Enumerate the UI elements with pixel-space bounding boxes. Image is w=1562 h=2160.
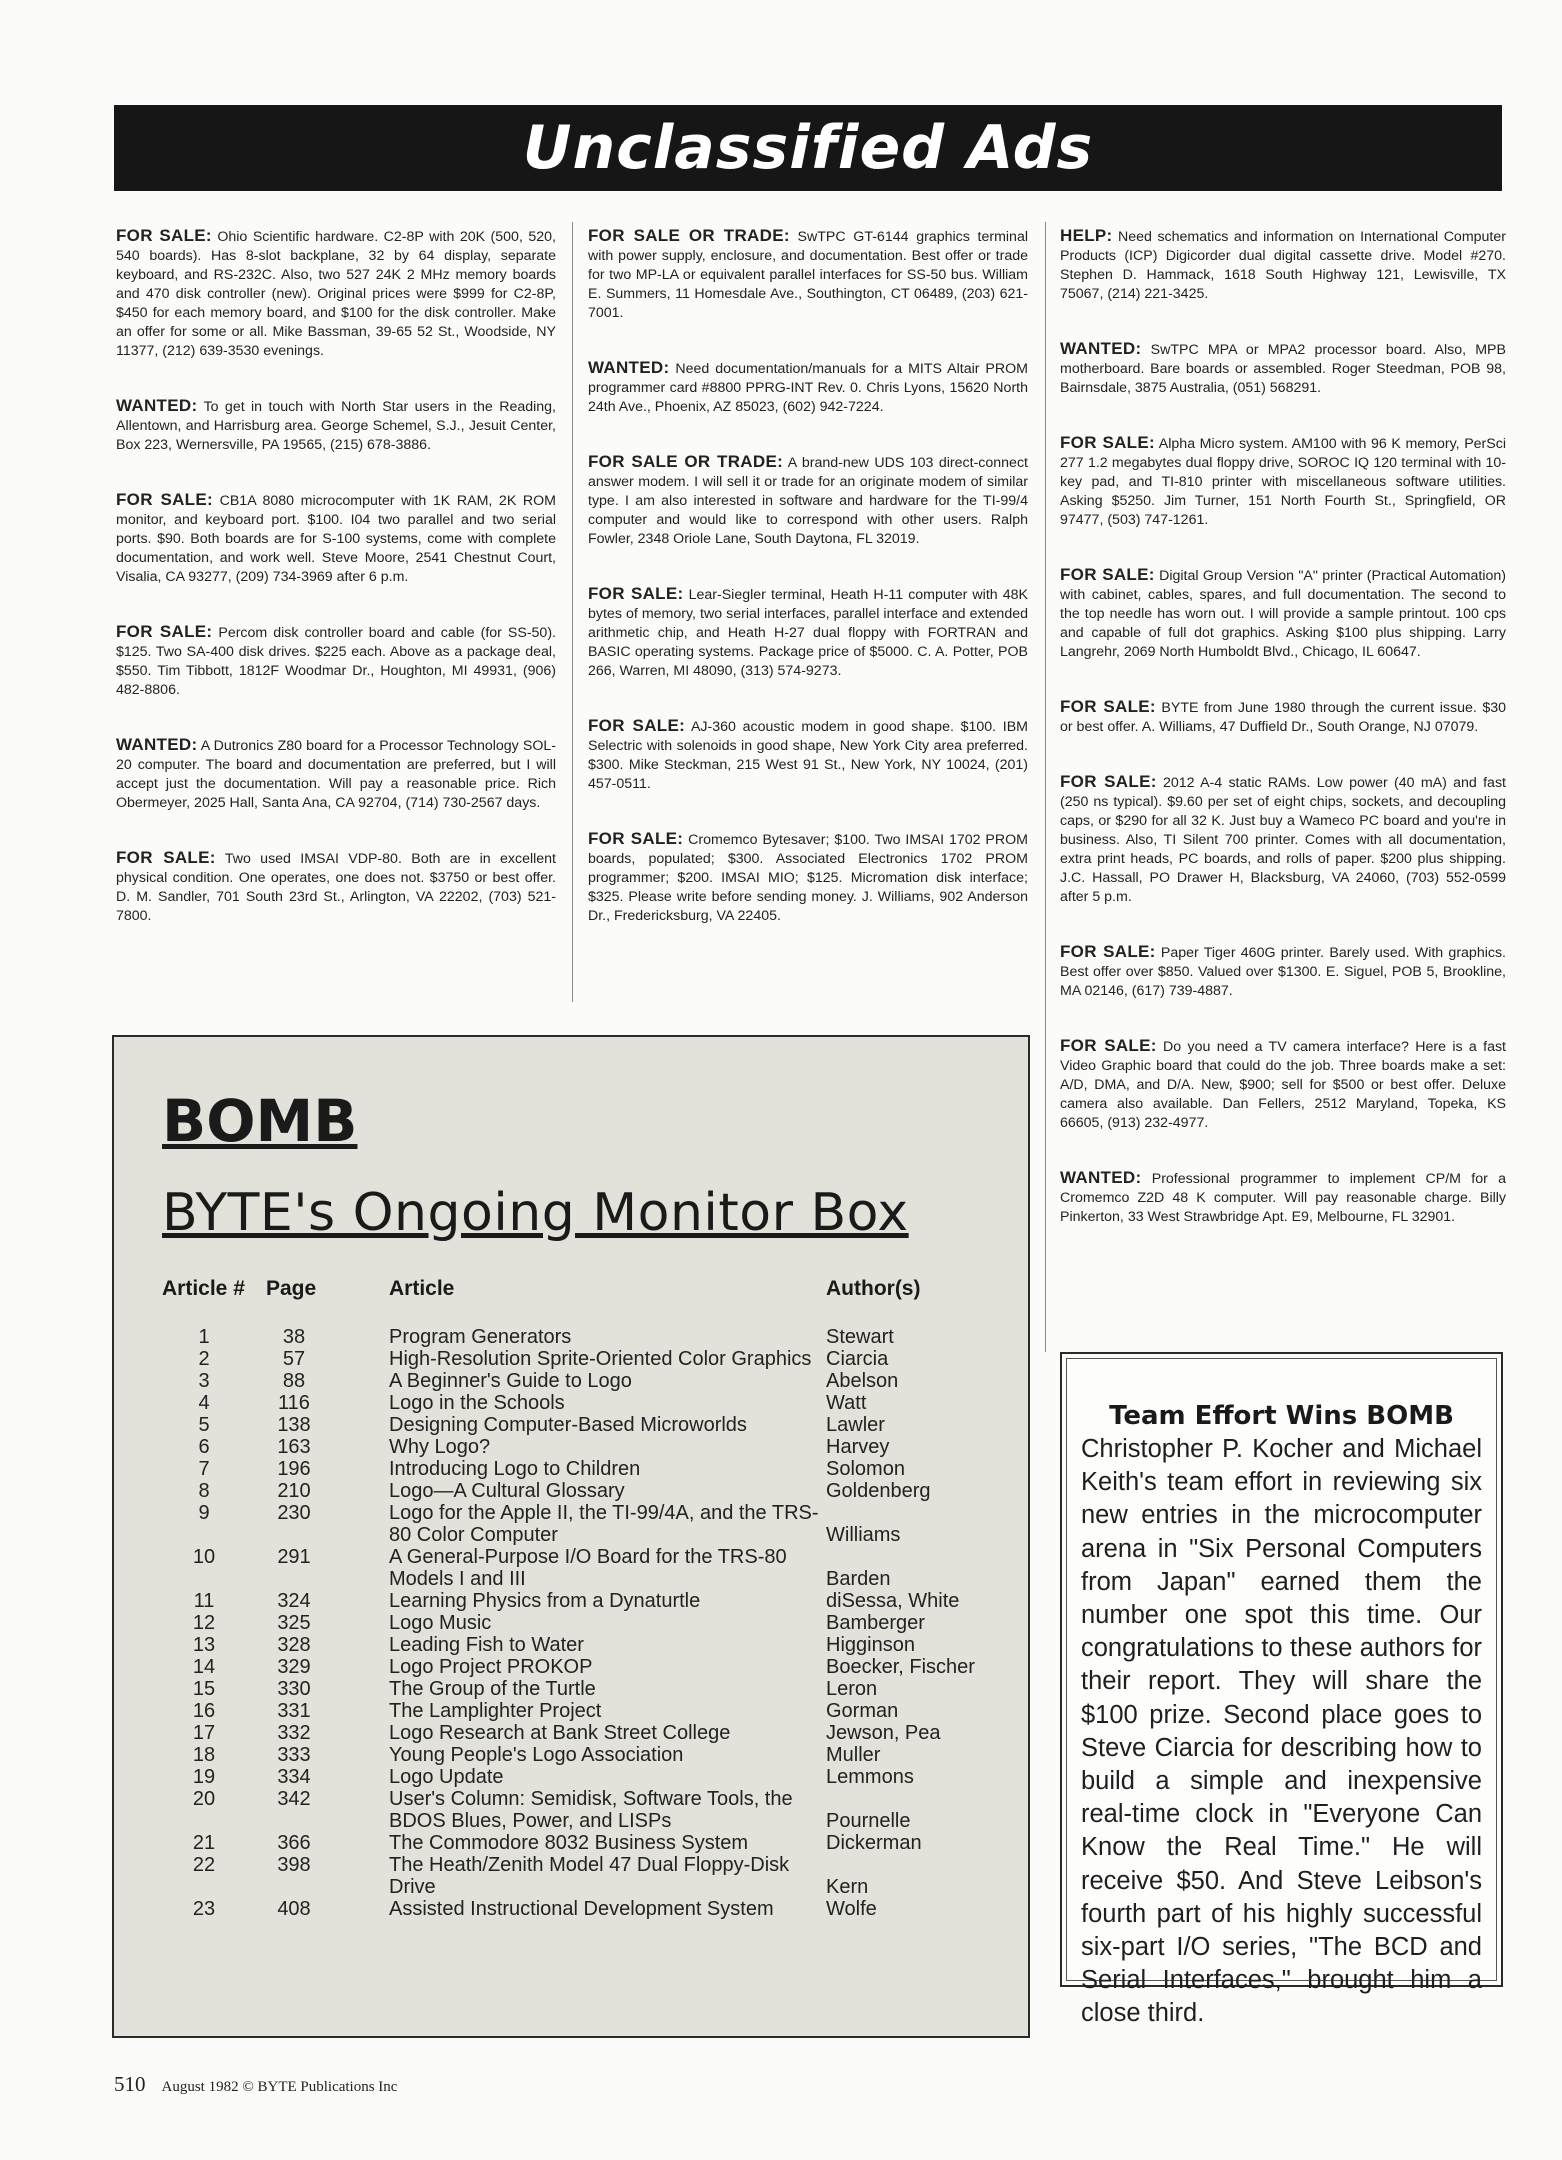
article-number: 7 (198, 1458, 210, 1480)
page-number-cell: 291 (277, 1546, 311, 1568)
ad-item (1060, 433, 1506, 530)
ad-text: Paper Tiger 460G printer. Barely used. With graphics. Best offer over $850. Valued over $1300. E. Siguel, POB 5, Brookline, MA 02146, (617) 739-4887. (1060, 945, 1506, 999)
article-number: 19 (192, 1766, 216, 1788)
table-row (114, 1788, 1028, 1832)
article-title: Introducing Logo to Children (389, 1458, 641, 1480)
ad-item (1060, 942, 1506, 1001)
article-title: Why Logo? (389, 1436, 491, 1458)
article-author: Lawler (826, 1414, 885, 1436)
article-title: A Beginner's Guide to Logo (389, 1370, 632, 1392)
table-row (114, 1832, 1028, 1854)
issue-credit: August 1982 © BYTE Publications Inc (161, 2079, 398, 2095)
article-author: Abelson (826, 1370, 899, 1392)
page-title: Unclassified Ads (522, 113, 1094, 183)
ad-lead: FOR SALE: (588, 829, 684, 848)
ad-lead: FOR SALE OR TRADE: (588, 452, 784, 471)
ad-text: Percom disk controller board and cable (for SS-50). $125. Two SA-400 disk drives. $225 each. Above as a package deal, $550. Tim Tibbott, 1812F Woodmar Dr., Houghton, MI 49931, (906) 482-8806. (116, 625, 556, 698)
article-author: Pournelle (826, 1810, 911, 1832)
ad-item (1060, 1036, 1506, 1133)
article-title: Logo Project PROKOP (389, 1656, 593, 1678)
ad-item (116, 226, 556, 361)
page-number-cell: 333 (277, 1744, 311, 1766)
table-row (114, 1744, 1028, 1766)
ad-text: Two used IMSAI VDP-80. Both are in excellent physical condition. One operates, one does not. $3750 or best offer. D. M. Sandler, 701 South 23rd St., Arlington, VA 22202, (703) 521-7800. (116, 851, 556, 924)
table-row (114, 1480, 1028, 1502)
page-number-cell: 138 (277, 1414, 311, 1436)
ad-text: SwTPC GT-6144 graphics terminal with power supply, enclosure, and documentation. Best offer or trade for two MP-LA or equivalent parallel interfaces for SS-50 bus. William E. Summers, 11 Homesdale Ave., Southington, CT 06489, (203) 621-7001. (588, 229, 1028, 321)
ad-text: Digital Group Version "A" printer (Practical Automation) with cabinet, cables, spares, and full documentation. The second to the top needle has worn out. I will provide a sample printout. 100 cps and capable of full dot graphics. Asking $100 plus shipping. Larry Langrehr, 2069 North Humboldt Blvd., Chicago, IL 60647. (1060, 568, 1506, 660)
article-title: Logo—A Cultural Glossary (389, 1480, 625, 1502)
ad-item (116, 396, 556, 455)
article-number: 3 (198, 1370, 210, 1392)
team-effort-inner (1066, 1358, 1497, 2028)
ad-lead: FOR SALE: (1060, 565, 1155, 584)
article-title: Logo Music (389, 1612, 492, 1634)
article-title: Program Generators (389, 1326, 572, 1348)
ad-lead: FOR SALE: (116, 622, 213, 641)
article-title: Logo Research at Bank Street College (389, 1722, 731, 1744)
ad-text: To get in touch with North Star users in the Reading, Allentown, and Harrisburg area. George Schemel, S.J., Jesuit Center, Box 223, Wernersville, PA 19565, (215) 678-3886. (116, 399, 556, 453)
ads-column-1 (116, 226, 556, 961)
article-number: 13 (192, 1634, 216, 1656)
article-number: 20 (192, 1788, 216, 1810)
article-author: Harvey (826, 1436, 890, 1458)
ad-text: Professional programmer to implement CP/M for a Cromemco Z2D 48 K computer. Will pay reasonable charge. Billy Pinkerton, 33 West Strawbridge Apt. E9, Melbourne, FL 32901. (1060, 1171, 1506, 1225)
article-title: Logo for the Apple II, the TI-99/4A, and the TRS-80 Color Computer (389, 1502, 819, 1546)
ad-lead: FOR SALE: (1060, 772, 1157, 791)
ad-lead: FOR SALE: (1060, 433, 1155, 452)
article-number: 21 (192, 1832, 216, 1854)
ad-text: A brand-new UDS 103 direct-connect answer modem. I will sell it or trade for an originate modem of similar type. I am also interested in software and hardware for the TI-99/4 computer and would like to correspond with other users. Ralph Fowler, 2348 Oriole Lane, South Daytona, FL 32019. (588, 455, 1028, 547)
ad-lead: WANTED: (1060, 339, 1142, 358)
article-title: Assisted Instructional Development System (389, 1898, 774, 1920)
bomb-box (112, 1035, 1030, 2038)
page-number-cell: 408 (277, 1898, 311, 1920)
article-title: A General-Purpose I/O Board for the TRS-80 Models I and III (389, 1546, 787, 1590)
table-row (114, 1348, 1028, 1370)
ad-text: Need documentation/manuals for a MITS Altair PROM programmer card #8800 PPRG-INT Rev. 0. Chris Lyons, 15620 North 24th Ave., Phoenix, AZ 85023, (602) 942-7224. (588, 361, 1028, 415)
ad-item (1060, 339, 1506, 398)
article-author: Bamberger (826, 1612, 925, 1634)
page-number-cell: 38 (282, 1326, 306, 1348)
table-row (114, 1392, 1028, 1414)
page-number-cell: 328 (277, 1634, 311, 1656)
table-row (114, 1414, 1028, 1436)
ad-text: 2012 A-4 static RAMs. Low power (40 mA) and fast (250 ns typical). $9.60 per set of eight chips, sockets, and decoupling caps, or $290 for all 32 K. Just buy a Wameco PC board and you're in business. Also, TI Silent 700 printer. Comes with all documentation, extra print heads, PC boards, and rolls of paper. $200 plus shipping. J.C. Hassall, PO Drawer H, Blacksburg, VA 24060, (703) 552-0599 after 5 p.m. (1060, 775, 1506, 905)
page-number-cell: 57 (282, 1348, 306, 1370)
team-effort-title: Team Effort Wins BOMB (1109, 1401, 1454, 1431)
column-divider (1045, 222, 1046, 1352)
page-footer (114, 2072, 397, 2097)
header-article: Article (389, 1277, 455, 1300)
table-row (114, 1590, 1028, 1612)
article-title: The Group of the Turtle (389, 1678, 596, 1700)
article-author: Williams (826, 1524, 901, 1546)
team-effort-box (1060, 1352, 1503, 2028)
ad-lead: WANTED: (116, 396, 198, 415)
ad-text: AJ-360 acoustic modem in good shape. $100. IBM Selectric with solenoids in good shape, New York City area preferred. $300. Mike Steckman, 215 West 91 St., New York, NY 10024, (201) 457-0511. (588, 719, 1028, 792)
ad-text: BYTE from June 1980 through the current issue. $30 or best offer. A. Williams, 47 Duffield Dr., South Orange, NJ 07079. (1060, 700, 1506, 735)
article-title: Leading Fish to Water (389, 1634, 584, 1656)
page-number-cell: 329 (277, 1656, 311, 1678)
article-number: 22 (192, 1854, 216, 1876)
article-author: Watt (826, 1392, 867, 1414)
column-divider (572, 222, 573, 1002)
article-author: Lemmons (826, 1766, 914, 1788)
ad-text: Need schematics and information on International Computer Products (ICP) Digicorder dual digital cassette drive. Model #270. Stephen D. Hammack, 1618 South Highway 121, Lewisville, TX 75067, (214) 221-3425. (1060, 229, 1506, 302)
ad-lead: WANTED: (1060, 1168, 1142, 1187)
ad-item (116, 735, 556, 813)
table-row (114, 1700, 1028, 1722)
article-author: Ciarcia (826, 1348, 889, 1370)
article-author: Boecker, Fischer (826, 1656, 975, 1678)
ad-item (588, 584, 1028, 681)
table-row (114, 1854, 1028, 1898)
ad-text: Lear-Siegler terminal, Heath H-11 computer with 48K bytes of memory, two serial interfaces, parallel interface and extended arithmetic chip, and Heath H-27 dual floppy with FORTRAN and BASIC operating systems. Package price of $5000. C. A. Potter, POB 266, Warren, MI 48090, (313) 574-9273. (588, 587, 1028, 679)
article-author: Solomon (826, 1458, 905, 1480)
page-number-cell: 334 (277, 1766, 311, 1788)
ad-lead: FOR SALE: (116, 226, 212, 245)
article-title: Learning Physics from a Dynaturtle (389, 1590, 701, 1612)
ad-text: A Dutronics Z80 board for a Processor Technology SOL-20 computer. The board and documentation are preferred, but I will accept just the documentation. Will pay a reasonable price. Rich Obermeyer, 2025 Hall, Santa Ana, CA 92704, (714) 730-2567 days. (116, 738, 556, 811)
article-number: 4 (198, 1392, 210, 1414)
ad-text: Cromemco Bytesaver; $100. Two IMSAI 1702 PROM boards, populated; $300. Associated Electronics 1702 PROM programmer; $200. IMSAI MIO; $125. Micromation disk interface; $325. Please write before sending money. J. Williams, 902 Anderson Dr., Fredericksburg, VA 22405. (588, 832, 1028, 924)
ad-item (1060, 1168, 1506, 1227)
unclassified-ads-banner (114, 105, 1502, 191)
article-number: 6 (198, 1436, 210, 1458)
header-article-number: Article # (162, 1277, 245, 1300)
table-row (114, 1546, 1028, 1590)
article-title: Logo in the Schools (389, 1392, 565, 1414)
article-title: Logo Update (389, 1766, 504, 1788)
article-author: Leron (826, 1678, 878, 1700)
table-row (114, 1656, 1028, 1678)
article-author: Barden (826, 1568, 891, 1590)
bomb-table-rows (114, 1326, 1028, 1920)
article-author: diSessa, White (826, 1590, 960, 1612)
page-number-cell: 366 (277, 1832, 311, 1854)
page-number-cell: 332 (277, 1722, 311, 1744)
ad-item (1060, 565, 1506, 662)
ad-item (116, 848, 556, 926)
table-row (114, 1722, 1028, 1744)
article-author: Dickerman (826, 1832, 922, 1854)
ad-lead: FOR SALE: (588, 716, 686, 735)
ad-lead: FOR SALE: (1060, 942, 1156, 961)
article-author: Jewson, Pea (826, 1722, 941, 1744)
article-title: Designing Computer-Based Microworlds (389, 1414, 747, 1436)
article-number: 12 (192, 1612, 216, 1634)
ad-item (1060, 226, 1506, 304)
table-row (114, 1898, 1028, 1920)
page-number-cell: 210 (277, 1480, 311, 1502)
ad-lead: FOR SALE: (1060, 1036, 1157, 1055)
article-title: High-Resolution Sprite-Oriented Color Graphics (389, 1348, 812, 1370)
ad-item (116, 622, 556, 700)
ad-item (588, 829, 1028, 926)
article-number: 14 (192, 1656, 216, 1678)
article-number: 2 (198, 1348, 210, 1370)
article-title: User's Column: Semidisk, Software Tools, the BDOS Blues, Power, and LISPs (389, 1788, 793, 1832)
article-number: 1 (198, 1326, 210, 1348)
bomb-subtitle: BYTE's Ongoing Monitor Box (162, 1183, 909, 1243)
article-title: The Heath/Zenith Model 47 Dual Floppy-Disk Drive (389, 1854, 790, 1898)
ad-text: SwTPC MPA or MPA2 processor board. Also, MPB motherboard. Bare boards or assembled. Roger Steedman, POB 98, Bairnsdale, 3875 Australia, (051) 568291. (1060, 342, 1506, 396)
ad-item (588, 452, 1028, 549)
ad-lead: FOR SALE: (588, 584, 684, 603)
ad-lead: FOR SALE OR TRADE: (588, 226, 790, 245)
table-row (114, 1678, 1028, 1700)
article-number: 5 (198, 1414, 210, 1436)
table-row (114, 1370, 1028, 1392)
article-number: 15 (192, 1678, 216, 1700)
article-number: 11 (193, 1590, 215, 1612)
table-row (114, 1458, 1028, 1480)
ad-lead: HELP: (1060, 226, 1113, 245)
article-number: 16 (192, 1700, 216, 1722)
article-author: Stewart (826, 1326, 894, 1348)
bomb-title: BOMB (162, 1087, 358, 1155)
ad-text: Do you need a TV camera interface? Here is a fast Video Graphic board that could do the job. Three boards make a set: A/D, DMA, and D/A. New, $900; sell for $500 or best offer. Deluxe camera also available. Dan Fellers, 2512 Maryland, Topeka, KS 66605, (913) 232-4977. (1060, 1039, 1506, 1131)
page-number: 510 (114, 2072, 146, 2096)
ad-text: CB1A 8080 microcomputer with 1K RAM, 2K ROM monitor, and keyboard port. $100. I04 two parallel and two serial ports. $90. Both boards are for S-100 systems, come with complete documentation, and work well. Steve Moore, 2541 Chestnut Court, Visalia, CA 93277, (209) 734-3969 after 6 p.m. (116, 493, 556, 585)
page-number-cell: 196 (277, 1458, 311, 1480)
header-page: Page (266, 1277, 317, 1300)
article-author: Wolfe (826, 1898, 877, 1920)
page-number-cell: 325 (277, 1612, 311, 1634)
article-number: 10 (192, 1546, 216, 1568)
ad-lead: FOR SALE: (1060, 697, 1156, 716)
ad-text: Ohio Scientific hardware. C2-8P with 20K (500, 520, 540 boards). Has 8-slot backplane, 32 by 64 display, separate keyboard, and RS-232C. Also, two 527 24K 2 MHz memory boards and 470 disk controller (new). Original prices were $999 for C2-8P, $450 for each memory board, and $100 for the disk controller. Make an offer for some or all. Mike Bassman, 39-65 52 St., Woodside, NY 11377, (212) 639-3530 evenings. (116, 229, 556, 359)
article-number: 18 (192, 1744, 216, 1766)
article-author: Higginson (826, 1634, 915, 1656)
article-author: Kern (826, 1876, 869, 1898)
ad-item (1060, 697, 1506, 737)
table-row (114, 1612, 1028, 1634)
page-number-cell: 324 (277, 1590, 311, 1612)
article-title: The Lamplighter Project (389, 1700, 602, 1722)
table-row (114, 1634, 1028, 1656)
ad-lead: WANTED: (116, 735, 198, 754)
article-author: Gorman (826, 1700, 899, 1722)
article-number: 17 (192, 1722, 216, 1744)
ad-item (1060, 772, 1506, 907)
article-author: Goldenberg (826, 1480, 931, 1502)
article-number: 23 (192, 1898, 216, 1920)
page-number-cell: 398 (277, 1854, 311, 1876)
ad-item (588, 716, 1028, 794)
header-authors: Author(s) (826, 1277, 921, 1300)
article-author: Muller (826, 1744, 881, 1766)
page-number-cell: 342 (277, 1788, 311, 1810)
page-number-cell: 116 (278, 1392, 310, 1414)
ads-column-2 (588, 226, 1028, 961)
article-number: 8 (198, 1480, 210, 1502)
page-number-cell: 330 (277, 1678, 311, 1700)
team-effort-text: Christopher P. Kocher and Michael Keith's team effort in reviewing six new entries in the microcomputer arena in "Six Personal Computers from Japan" earned them the number one spot this time. Our congratulations to these authors for their report. They will share the $100 prize. Second place goes to Steve Ciarcia for describing how to build a simple and inexpensive real-time clock in "Everyone Can Know the Real Time." He will receive $50. And Steve Leibson's fourth part of his highly successful six-part I/O series, "The BCD and Serial Interfaces," brought him a close third. (1081, 1435, 1482, 2028)
ad-text: Alpha Micro system. AM100 with 96 K memory, PerSci 277 1.2 megabytes dual floppy drive, SOROC IQ 120 terminal with 10-key pad, and TI-810 printer with miscellaneous software utilities. Asking $5250. Jim Turner, 151 North Fourth St., Springfield, OR 97477, (503) 747-1261. (1060, 436, 1506, 528)
page-number-cell: 331 (277, 1700, 311, 1722)
ad-lead: WANTED: (588, 358, 670, 377)
page-number-cell: 163 (277, 1436, 311, 1458)
page-number-cell: 88 (282, 1370, 306, 1392)
table-row (114, 1436, 1028, 1458)
table-row (114, 1326, 1028, 1348)
ads-column-3 (1060, 226, 1506, 1262)
article-title: The Commodore 8032 Business System (389, 1832, 749, 1854)
table-row (114, 1766, 1028, 1788)
table-row (114, 1502, 1028, 1546)
ad-item (588, 226, 1028, 323)
ad-lead: FOR SALE: (116, 848, 216, 867)
ad-lead: FOR SALE: (116, 490, 213, 509)
article-title: Young People's Logo Association (389, 1744, 684, 1766)
page-number-cell: 230 (277, 1502, 311, 1524)
ad-item (116, 490, 556, 587)
ad-item (588, 358, 1028, 417)
article-number: 9 (198, 1502, 210, 1524)
